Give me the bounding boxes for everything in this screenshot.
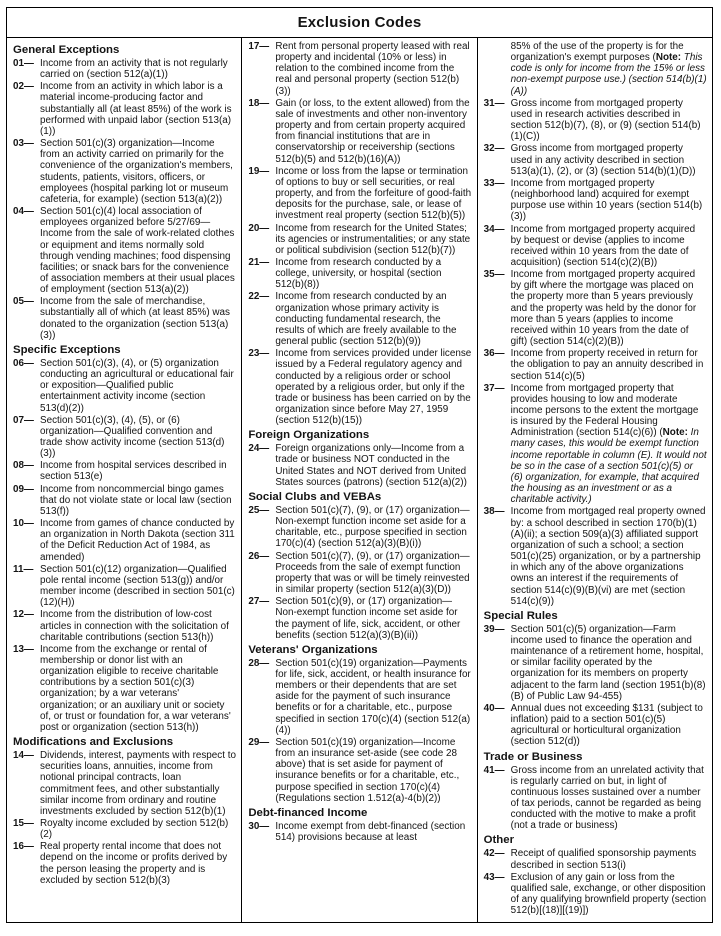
code-item-39 [484,624,708,702]
code-text: Section 501(c)(7), (9), or (17) organization—Non-exempt function income set aside for a charitable, etc., purpose specified in section 170(c)(4) (section 512(a)(3)(B)(i)) [275,504,470,550]
code-text: Foreign organizations only—Income from a trade or business NOT conducted in the United States and NOT derived from United States sources (patrons) (section 512(a)(2)) [275,443,467,488]
code-item-14 [13,750,237,817]
code-item-16 [13,841,237,886]
code-text: Income from research conducted by an organization whose primary activity is conducting fundamental research, the results of which are freely available to the general public (section 512(b)(9)) [275,291,457,348]
code-item-22 [248,291,472,347]
code-text: Section 501(c)(19) organization—Payments for life, sick, accident, or health insurance for members or their dependents that are set aside for the payment of such insurance benefits or for a charitable, etc., purpose specified in section 170(c)(4) (section 512(a)(4)) [275,657,471,736]
code-number: 30— [248,820,270,832]
code-number: 18— [248,97,270,109]
code-item-43 [484,872,708,917]
code-text: Income from research conducted by a college, university, or hospital (section 512(b)(8)) [275,256,442,291]
code-item-27 [248,596,472,641]
code-text: Income from the sale of merchandise, substantially all of which (at least 85%) was donated to the organization (section 513(a)(3)) [40,296,230,341]
code-text: Income from mortgaged property (neighborhood land) acquired for exempt purpose use within 10 years (section 514(b)(3)) [510,177,703,223]
code-text: Income from an activity in which labor is a material income-producing factor and substantially all (at least 85%) of the work is performed with unpaid labor (section 513(a)(1)) [40,81,232,137]
code-text: Rent from personal property leased with real property and incidental (10% or less) in relation to the combined income from the real and personal property (section 512(b)(3)) [275,41,470,97]
code-number: 41— [483,764,505,776]
section-heading: Modifications and Exclusions [13,736,174,749]
code-item-15 [13,818,237,840]
code-text: Gain (or loss, to the extent allowed) from the sale of investments and other non-inventory property and from certain property acquired from financial institutions that are in conservatorship or receivership (sections 512(b)(5) and 512(b)(16)(A)) [275,97,470,165]
code-item-24 [248,443,472,488]
code-item-32 [484,143,708,176]
code-item-20 [248,223,472,256]
code-text: Gross income from mortgaged property used in any activity described in section 513(a)(1), (2), or (3) (section 514(b)(1)(D)) [510,143,696,177]
code-item-continuation [484,41,708,97]
code-number: 14— [13,750,34,762]
column-3 [478,38,712,922]
code-item-37 [484,383,708,506]
code-item-07 [13,415,237,460]
code-number: 09— [13,483,34,495]
code-text: Royalty income excluded by section 512(b)(2) [40,818,229,841]
code-item-10 [13,518,237,563]
code-text: Gross income from an unrelated activity that is regularly carried on but, in light of continuous losses sustained over a number of tax periods, cannot be regarded as being conducted with the motive to make a profit (not a trade or business) [510,764,704,832]
title-band [7,8,712,38]
code-number: 23— [248,348,270,360]
code-text: Section 501(c)(4) local association of employees organized before 5/27/69—Income from the sale of work-related clothes or equipment and items normally sold through vending machines; food dispensing facilities; or snack bars for the convenience of association members at their usual places of employment (section 513(a)(2)) [40,206,235,296]
code-item-17 [248,41,472,97]
code-number: 33— [483,177,505,189]
code-number: 08— [13,460,34,472]
code-number: 20— [248,222,270,234]
code-text: Income from mortgaged property that provides housing to low and moderate income persons to the extent the mortgage is insured by the Federal Housing Administration (section 514(c)(6)) (Note: In many cases, this would be exempt function income reportable in column (E). It would not be so in the case of a section 501(c)(5) or (6) organization, for example, that acquired the housing as an investment or as a charitable activity.) [510,382,707,506]
code-text: Section 501(c)(7), (9), or (17) organization—Proceeds from the sale of exempt function property that was or will be timely reinvested in similar property (section 512(a)(3)(D)) [275,550,470,596]
code-number: 43— [483,871,505,883]
code-text: Income from an activity that is not regularly carried on (section 512(a)(1)) [40,58,228,81]
code-text: Real property rental income that does not depend on the income or profits derived by the person leasing the property and is excluded by section 512(b)(3) [40,841,228,886]
code-number: 02— [13,81,34,93]
code-number: 15— [13,818,34,829]
code-item-04 [13,206,237,295]
code-text: Income exempt from debt-financed (section 514) provisions because at least [275,820,466,843]
code-item-35 [484,269,708,347]
code-item-31 [484,98,708,143]
code-text: Income from noncommercial bingo games that do not violate state or local law (section 513(f)) [40,483,232,517]
code-number: 07— [13,414,34,426]
code-number: 26— [248,550,270,562]
section-heading: Other [483,834,515,847]
code-number: 37— [483,382,505,394]
code-number: 10— [13,518,34,530]
code-item-09 [13,484,237,517]
columns-container [7,38,712,922]
code-item-13 [13,644,237,733]
code-number: 11— [13,563,34,575]
code-item-30 [248,821,472,843]
code-number: 42— [483,848,505,860]
code-text: Section 501(c)(5) organization—Farm income used to finance the operation and maintenance of a retirement home, hospital, or similar facility operated by the organization for its members on property adjacent to the farm land (section 1951(b)(8)(B) of Public Law 94-455) [510,623,706,702]
column-2 [242,38,477,922]
code-text: Section 501(c)(12) organization—Qualified pole rental income (section 513(g)) and/or member income (described in section 501(c)(12)(H)) [40,563,235,609]
code-number: 40— [483,702,505,714]
code-item-21 [248,257,472,290]
code-number [484,41,511,97]
code-item-05 [13,296,237,341]
code-number: 27— [248,596,270,608]
code-item-29 [248,737,472,804]
code-text: Income or loss from the lapse or termination of options to buy or sell securities, or real property, and from the forfeiture of good-faith deposits for the purchase, sale, or lease of investment real property (section 512(b)(5)) [275,165,472,222]
code-text: Income from the exchange or rental of membership or donor list with an organization eligible to receive charitable contributions by a section 501(c)(3) organization; by a war veterans' organization; or an auxiliary unit or society of, or trust or foundation for, a war veterans' post or organization (section 513(h)) [40,643,231,733]
code-number: 38— [483,506,505,518]
code-text: 85% of the use of the property is for the organization's exempt purposes (Note: This code is only for income from the 15% or less non-exempt purpose use.) (section 514(b)(1)(A)) [510,41,707,97]
code-number: 36— [483,348,505,360]
code-number: 04— [13,206,34,218]
code-text: Section 501(c)(3), (4), or (5) organization conducting an agricultural or educational fair or exposition—Qualified public entertainment activity income (section 513(d)(2)) [40,357,234,414]
code-item-06 [13,358,237,414]
code-number: 39— [483,623,505,635]
code-item-33 [484,178,708,223]
code-item-01 [13,58,237,80]
code-number: 16— [13,841,34,853]
section-heading: Trade or Business [483,750,583,763]
code-number: 03— [13,138,34,150]
section-heading: Veterans' Organizations [248,643,378,656]
code-text: Annual dues not exceeding $131 (subject to inflation) paid to a section 501(c)(5) agricultural or horticultural organization (section 512(d)) [510,702,703,748]
column-1 [7,38,242,922]
code-number: 13— [13,643,34,655]
code-number: 31— [483,97,505,109]
page-title: Exclusion Codes [297,14,422,31]
code-item-12 [13,609,237,642]
code-text: Income from mortgaged real property owned by: a school described in section 170(b)(1)(A)(ii); a section 509(a)(3) affiliated support organization of such a school; a section 501(c)(25) organization, or by a partnership in which any of the above organizations owns an interest if the requirements of section 514(c)(9)(B)(vi) are met (section 514(c)(9)) [510,506,706,607]
code-number: 25— [248,504,270,516]
code-text: Section 501(c)(3), (4), (5), or (6) organization—Qualified convention and trade show activity income (section 513(d)(3)) [40,414,225,460]
section-heading: Social Clubs and VEBAs [248,490,382,503]
code-number: 06— [13,357,34,369]
code-item-19 [248,166,472,222]
code-item-23 [248,348,472,426]
code-item-42 [484,848,708,870]
section-heading: Foreign Organizations [248,429,370,442]
code-text: Section 501(c)(9), or (17) organization—Non-exempt function income set aside for the payment of life, sick, accident, or other benefits (section 512(a)(3)(B)(ii)) [275,596,461,641]
code-text: Income from property received in return for the obligation to pay an annuity described in section 514(c)(5) [510,348,704,382]
code-number: 29— [248,736,270,748]
exclusion-codes-sheet [6,7,713,923]
code-item-34 [484,224,708,269]
code-number: 05— [13,296,34,308]
code-text: Income from research for the United States; its agencies or instrumentalities; or any state or political subdivision (section 512(b)(7)) [275,222,471,256]
section-heading: Special Rules [483,609,558,622]
code-text: Income from the distribution of low-cost articles in connection with the solicitation of charitable contributions (section 513(h)) [40,609,229,643]
code-item-25 [248,505,472,550]
code-item-36 [484,348,708,381]
code-number: 34— [483,223,505,235]
code-item-38 [484,506,708,606]
code-item-41 [484,765,708,832]
code-item-18 [248,98,472,165]
code-item-11 [13,564,237,609]
code-text: Receipt of qualified sponsorship payments described in section 513(i) [510,848,697,871]
code-number: 35— [483,269,505,281]
code-item-08 [13,460,237,482]
code-text: Exclusion of any gain or loss from the qualified sale, exchange, or other disposition of any qualifying brownfield property (section 512(b)[(18)][(19)]) [510,871,707,917]
section-heading: General Exceptions [13,44,120,56]
section-heading: Specific Exceptions [13,343,121,356]
code-item-40 [484,703,708,748]
code-item-03 [13,138,237,205]
code-text: Section 501(c)(3) organization—Income from an activity carried on primarily for the convenience of the organization's members, students, patients, visitors, officers, or employees (hospital parking lot or museum cafeteria, for example) (section 513(a)(2)) [40,138,233,205]
code-text: Income from mortgaged property acquired by bequest or devise (applies to income received within 10 years from the date of acquisition) (section 514(c)(2)(B)) [510,223,696,268]
code-item-26 [248,551,472,596]
code-number: 24— [248,443,270,455]
code-text: Income from games of chance conducted by an organization in North Dakota (section 311 of the Deficit Reduction Act of 1984, as amended) [40,518,235,563]
code-item-28 [248,658,472,736]
code-number: 22— [248,291,270,303]
code-text: Income from hospital services described in section 513(e) [40,460,227,483]
code-text: Dividends, interest, payments with respect to securities loans, annuities, income from notional principal contracts, loan commitment fees, and other substantially similar income from ordinary and routine investments excluded by section 512(b)(1) [40,750,236,817]
code-text: Gross income from mortgaged property used in research activities described in section 512(b)(7), (8), or (9) (section 514(b)(1)(C)) [510,97,701,143]
code-number: 01— [13,58,34,69]
code-text: Section 501(c)(19) organization—Income from an insurance set-aside (see code 28 above) that is set aside for payment of insurance benefits or for a charitable, etc., purpose specified in section 170(c)(4) (Regulations section 1.512(a)-4(b)(2)) [275,736,460,804]
code-number: 19— [248,165,270,177]
code-number: 32— [483,143,505,155]
code-text: Income from services provided under license issued by a Federal regulatory agency and conducted by a religious order or school operated by a religious order, but only if the trade or business has been carried on by the organization since before May 27, 1959 (section 512(b)(15)) [275,348,472,427]
code-number: 21— [248,256,270,268]
code-item-02 [13,81,237,137]
code-number: 28— [248,657,270,669]
section-heading: Debt-financed Income [248,806,368,819]
code-text: Income from mortgaged property acquired by gift where the mortgage was placed on the property more than 5 years previously and the property was held by the donor for more than 5 years (applies to income received within 10 years from the date of gift) (section 514(c)(2)(B)) [510,269,697,348]
code-number: 17— [248,41,270,52]
code-number: 12— [13,609,34,621]
